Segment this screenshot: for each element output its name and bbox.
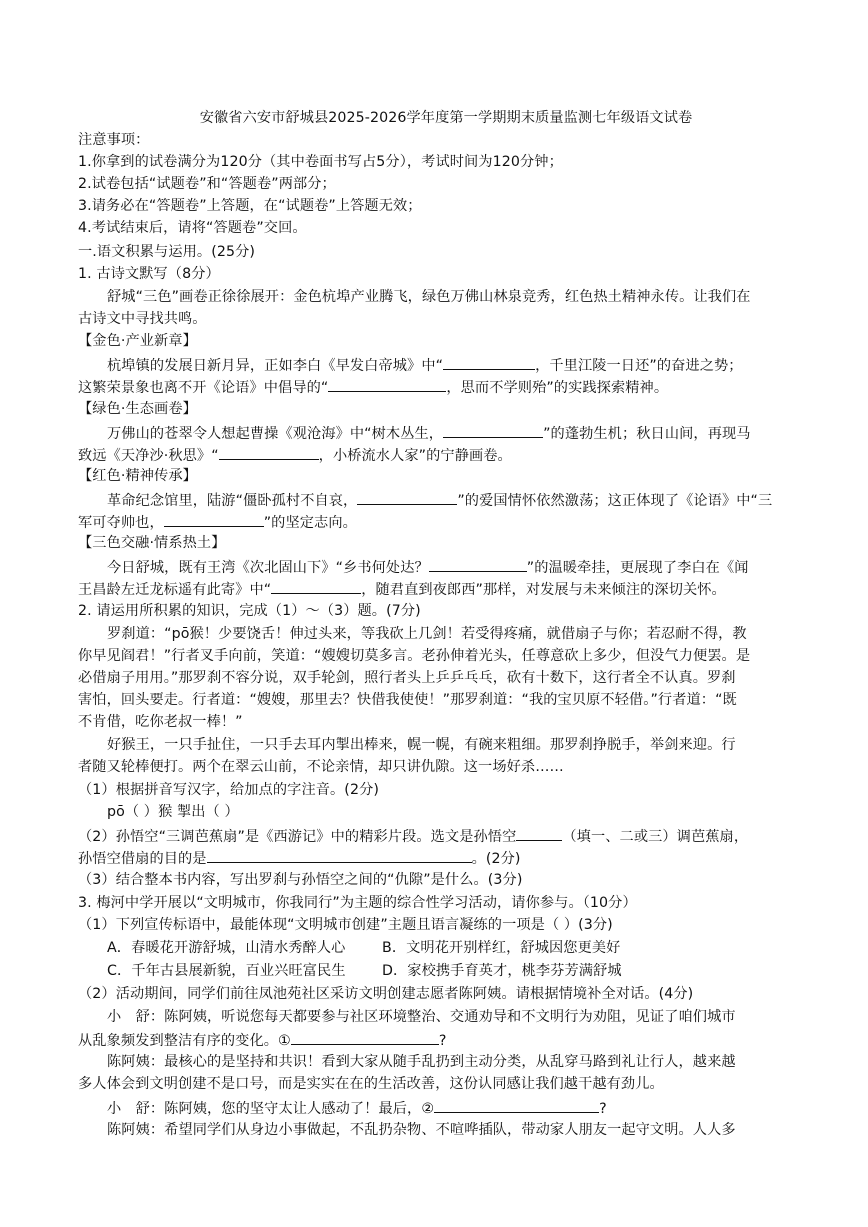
text: ? <box>599 1101 607 1117</box>
q2-passage: 不肯借，吃你老叔一棒！” <box>78 714 243 730</box>
answer-blank[interactable] <box>219 444 319 460</box>
text: ，千里江陵一日还”的奋进之势； <box>535 358 743 374</box>
q2-passage: 好猴王，一只手扯住，一只手去耳内掣出棒来，幌一幌，有碗来粗细。那罗刹挣脱手，举剑来迎。行 <box>107 737 736 753</box>
q1-intro: 古诗文中寻找共鸣。 <box>78 311 207 327</box>
dialogue-line: 小 舒：陈阿姨，听说您每天都要参与社区环境整治、交通劝导和不文明行为劝阻，见证了咱们城市 <box>107 1009 736 1025</box>
text: 从乱象频发到整洁有序的变化。① <box>78 1033 291 1049</box>
notice-item: 4.考试结束后，请将“答题卷”交回。 <box>78 220 307 236</box>
dialogue-line <box>78 1029 798 1052</box>
answer-blank[interactable] <box>207 847 472 863</box>
q1-tri-label: 【三色交融·情系热土】 <box>78 535 226 551</box>
q2-sub3: （3）结合整本书内容，写出罗刹与孙悟空之间的“仇隙”是什么。(3分) <box>78 872 523 888</box>
dialogue-line: 陈阿姨：最核心的是坚持和共识！看到大家从随手乱扔到主动分类，从乱穿马路到礼让行人，越来越 <box>107 1054 736 1070</box>
question-heading: 2. 请运用所积累的知识，完成（1）～（3）题。(7分) <box>78 603 421 619</box>
text: 革命纪念馆里，陆游“僵卧孤村不自哀， <box>107 493 358 509</box>
option-b[interactable]: B．文明花开别样红，舒城因您更美好 <box>382 940 621 956</box>
q3-sub2: （2）活动期间，同学们前往凤池苑社区采访文明创建志愿者陈阿姨。请根据情境补全对话。(4分) <box>78 986 694 1002</box>
answer-blank[interactable] <box>443 422 543 438</box>
option-c[interactable]: C．千年古县展新貌，百业兴旺富民生 <box>107 963 346 979</box>
q2-passage: 必借扇子用用。”那罗刹不容分说，双手轮剑，照行者头上乒乒乓乓，砍有十数下，这行者全不认真。罗刹 <box>78 670 736 686</box>
exam-title: 安徽省六安市舒城县2025-2026学年度第一学期期末质量监测七年级语文试卷 <box>199 110 693 126</box>
answer-blank[interactable] <box>434 1097 599 1113</box>
q2-sub1: （1）根据拼音写汉字，给加点的字注音。(2分) <box>78 782 379 798</box>
q3-sub1: （1）下列宣传标语中，最能体现“文明城市创建”主题且语言凝练的一项是（ ）(3分) <box>78 917 613 933</box>
notice-heading: 注意事项： <box>78 132 150 148</box>
text: 致远《天净沙·秋思》“ <box>78 448 219 464</box>
q1-gold-line <box>78 376 798 399</box>
notice-item: 2.试卷包括“试题卷”和“答题卷”两部分； <box>78 176 336 192</box>
text: 孙悟空借扇的目的是 <box>78 851 207 867</box>
answer-blank[interactable] <box>429 556 527 572</box>
q1-gold-label: 【金色·产业新章】 <box>78 333 197 349</box>
q2-passage: 罗刹道：“pō猴！少要饶舌！伸过头来，等我砍上几剑！若受得疼痛，就借扇子与你；若忍耐不得，教 <box>107 626 747 642</box>
q1-green-line <box>107 422 798 445</box>
q1-red-line <box>107 489 798 512</box>
q1-intro: 舒城“三色”画卷正徐徐展开：金色杭埠产业腾飞，绿色万佛山林泉竞秀，红色热土精神永传。让我们在 <box>107 289 751 305</box>
text: 今日舒城，既有王湾《次北固山下》“乡书何处达？ <box>107 560 429 576</box>
question-heading: 1. 古诗文默写（8分） <box>78 266 220 282</box>
q1-green-label: 【绿色·生态画卷】 <box>78 401 197 417</box>
q1-green-line <box>78 444 798 467</box>
q1-red-label: 【红色·精神传承】 <box>78 468 197 484</box>
q1-gold-line <box>107 354 798 377</box>
answer-blank[interactable] <box>328 376 446 392</box>
answer-blank[interactable] <box>271 578 361 594</box>
text: （填一、二或三）调芭蕉扇， <box>562 829 749 845</box>
section-heading: 一.语文积累与运用。(25分) <box>78 244 256 260</box>
text: 万佛山的苍翠令人想起曹操《观沧海》中“树木丛生， <box>107 426 444 442</box>
q1-tri-line <box>107 556 798 579</box>
answer-blank[interactable] <box>516 825 562 841</box>
q1-red-line <box>78 511 798 534</box>
option-a[interactable]: A．春暖花开游舒城，山清水秀醉人心 <box>107 940 346 956</box>
q2-passage: 者随又轮棒便打。两个在翠云山前，不论亲情，却只讲仇隙。这一场好杀…… <box>78 759 564 775</box>
notice-item: 1.你拿到的试卷满分为120分（其中卷面书写占5分），考试时间为120分钟； <box>78 154 563 170</box>
text: ”的蓬勃生机；秋日山间，再现马 <box>543 426 751 442</box>
text: ，随君直到夜郎西”那样，对发展与未来倾注的深切关怀。 <box>361 582 726 598</box>
q1-tri-line <box>78 578 798 601</box>
text: 王昌龄左迁龙标遥有此寄》中“ <box>78 582 272 598</box>
option-d[interactable]: D．家校携手育英才，桃李芬芳满舒城 <box>382 963 622 979</box>
text: ，小桥流水人家”的宁静画卷。 <box>318 448 512 464</box>
q2-passage: 你早见阎君！”行者叉手向前，笑道：“嫂嫂切莫多言。老孙伸着光头，任尊意砍上多少，但没气力便罢。是 <box>78 648 751 664</box>
q2-passage: 害怕，回头要走。行者道：“嫂嫂，那里去？快借我使使！”那罗刹道：“我的宝贝原不轻借。”行者道：“既 <box>78 692 737 708</box>
text: （2）孙悟空“三调芭蕉扇”是《西游记》中的精彩片段。选文是孙悟空 <box>78 829 517 845</box>
text: ”的温暖牵挂，更展现了李白在《闻 <box>526 560 749 576</box>
text: 。(2分) <box>471 851 521 867</box>
dialogue-line <box>107 1097 798 1120</box>
text: 杭埠镇的发展日新月异，正如李白《早发白帝城》中“ <box>107 358 444 374</box>
answer-blank[interactable] <box>164 511 264 527</box>
q2-sub1-items[interactable]: pō（ ）猴 掣出（ ） <box>107 804 239 820</box>
text: ”的坚定志向。 <box>263 515 357 531</box>
answer-blank[interactable] <box>443 354 535 370</box>
question-heading: 3. 梅河中学开展以“文明城市，你我同行”为主题的综合性学习活动，请你参与。（10分） <box>78 895 637 911</box>
answer-blank[interactable] <box>291 1029 439 1045</box>
dialogue-line: 陈阿姨：希望同学们从身边小事做起，不乱扔杂物、不喧哗插队，带动家人朋友一起守文明。人人多 <box>107 1122 736 1138</box>
text: 军可夺帅也， <box>78 515 164 531</box>
q2-sub2 <box>78 847 798 870</box>
notice-item: 3.请务必在“答题卷”上答题，在“试题卷”上答题无效； <box>78 198 422 214</box>
dialogue-line: 多人体会到文明创建不是口号，而是实实在在的生活改善，这份认同感让我们越干越有劲儿。 <box>78 1076 664 1092</box>
text: ? <box>438 1033 447 1049</box>
text: 小 舒：陈阿姨，您的坚守太让人感动了！最后，② <box>107 1101 435 1117</box>
text: 这繁荣景象也离不开《论语》中倡导的“ <box>78 380 329 396</box>
text: ”的爱国情怀依然激荡；这正体现了《论语》中“三 <box>457 493 773 509</box>
answer-blank[interactable] <box>357 489 457 505</box>
text: ，思而不学则殆”的实践探索精神。 <box>446 380 669 396</box>
q2-sub2 <box>78 825 798 848</box>
